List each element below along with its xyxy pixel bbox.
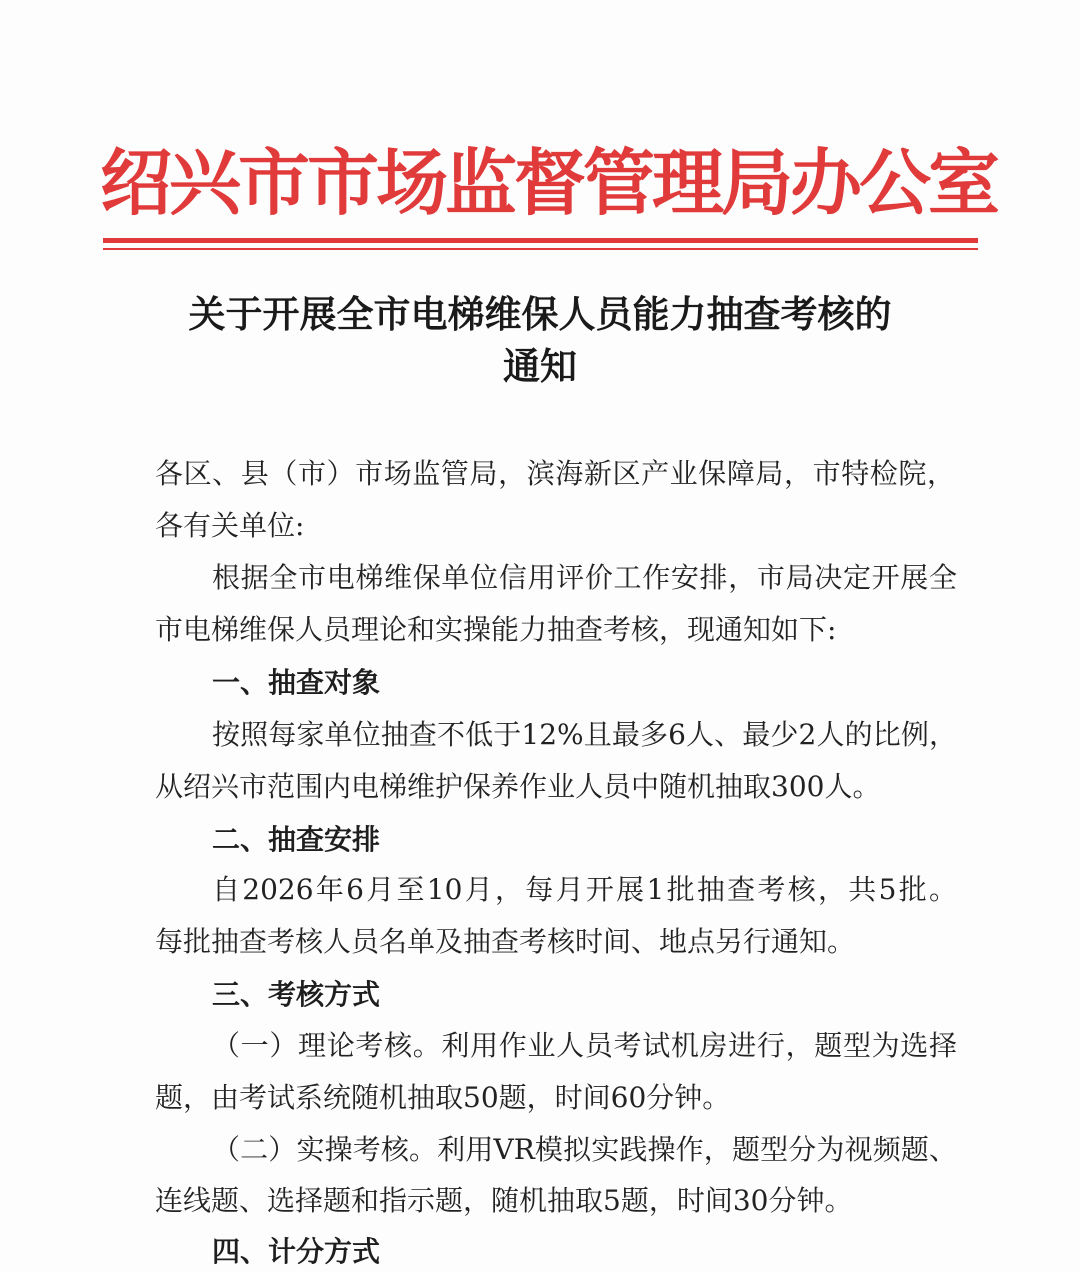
section-2-line-1: 自2026年6月至10月，每月开展1批抽查考核，共5批。 bbox=[212, 873, 957, 906]
document-title bbox=[100, 288, 980, 392]
addressee-line-2: 各有关单位: bbox=[155, 509, 305, 542]
section-3-item-1-line-1: （一）理论考核。利用作业人员考试机房进行，题型为选择 bbox=[212, 1029, 957, 1062]
letterhead-rule-thick bbox=[103, 238, 978, 243]
letterhead-rule-thin bbox=[103, 248, 978, 250]
section-3-item-2-line-1: （二）实操考核。利用VR模拟实践操作，题型分为视频题、 bbox=[212, 1133, 957, 1166]
section-1-heading: 一、抽查对象 bbox=[212, 666, 381, 699]
section-3-heading: 三、考核方式 bbox=[212, 978, 381, 1011]
intro-line-1: 根据全市电梯维保单位信用评价工作安排，市局决定开展全 bbox=[212, 561, 957, 594]
intro-line-2: 市电梯维保人员理论和实操能力抽查考核，现通知如下: bbox=[155, 613, 837, 646]
section-4-heading: 四、计分方式 bbox=[212, 1235, 381, 1268]
addressee-line-1: 各区、县（市）市场监管局，滨海新区产业保障局，市特检院， bbox=[155, 457, 955, 490]
section-1-line-1: 按照每家单位抽查不低于12%且最多6人、最少2人的比例， bbox=[212, 718, 957, 751]
document-title-line-1: 关于开展全市电梯维保人员能力抽查考核的 bbox=[188, 292, 892, 336]
letterhead-org-name: 绍兴市市场监督管理局办公室 bbox=[100, 141, 998, 225]
document-title-line-2: 通知 bbox=[503, 344, 577, 388]
section-3-item-1-line-2: 题，由考试系统随机抽取50题，时间60分钟。 bbox=[155, 1081, 731, 1114]
section-1-line-2: 从绍兴市范围内电梯维护保养作业人员中随机抽取300人。 bbox=[155, 770, 881, 803]
section-3-item-2-line-2: 连线题、选择题和指示题，随机抽取5题，时间30分钟。 bbox=[155, 1184, 853, 1217]
section-2-heading: 二、抽查安排 bbox=[212, 823, 381, 856]
section-2-line-2: 每批抽查考核人员名单及抽查考核时间、地点另行通知。 bbox=[155, 925, 856, 958]
